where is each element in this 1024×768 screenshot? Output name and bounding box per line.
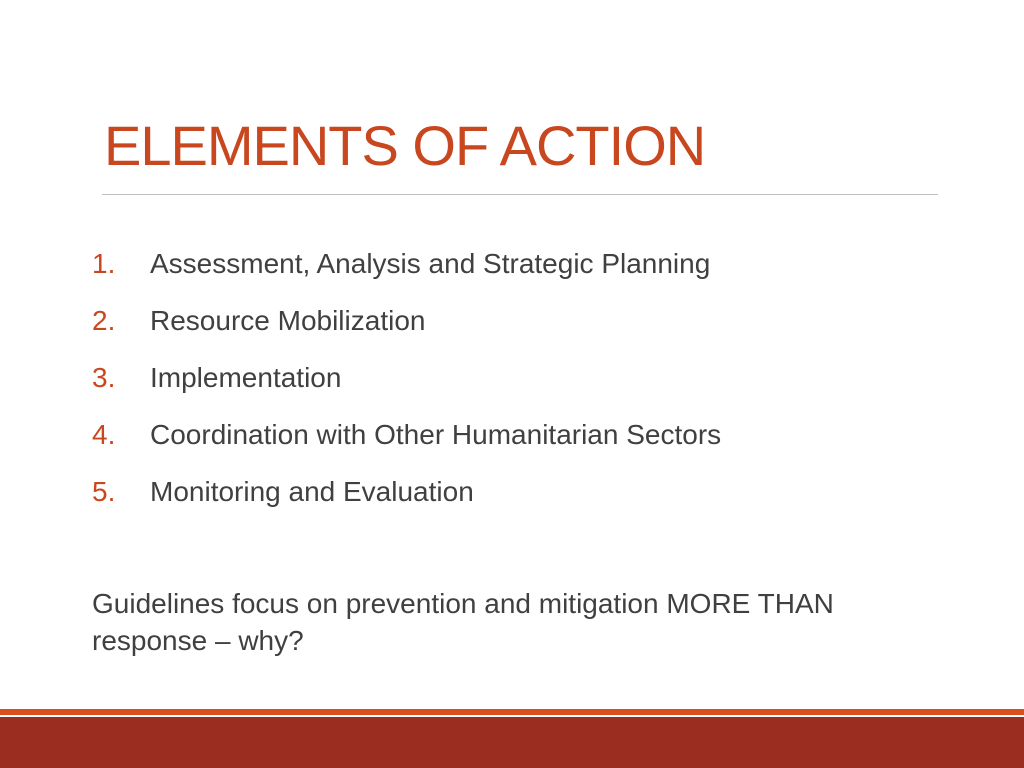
list-item-text: Implementation <box>150 362 342 393</box>
list-item-number: 1. <box>92 248 116 279</box>
footer-band <box>0 717 1024 768</box>
list-item-text: Resource Mobilization <box>150 305 426 336</box>
list-item-text: Monitoring and Evaluation <box>150 476 474 507</box>
list-item-number: 4. <box>92 419 116 450</box>
list-item-text: Coordination with Other Humanitarian Sectors <box>150 419 722 450</box>
footer-accent-line <box>0 709 1024 715</box>
guidelines-note: Guidelines focus on prevention and mitigation MORE THAN response – why? <box>92 588 834 656</box>
list-item-number: 3. <box>92 362 116 393</box>
slide-title: ELEMENTS OF ACTION <box>104 114 706 177</box>
list-item-number: 5. <box>92 476 116 507</box>
title-divider <box>102 194 938 195</box>
list-item-text: Assessment, Analysis and Strategic Planning <box>150 248 711 279</box>
list-item-number: 2. <box>92 305 116 336</box>
